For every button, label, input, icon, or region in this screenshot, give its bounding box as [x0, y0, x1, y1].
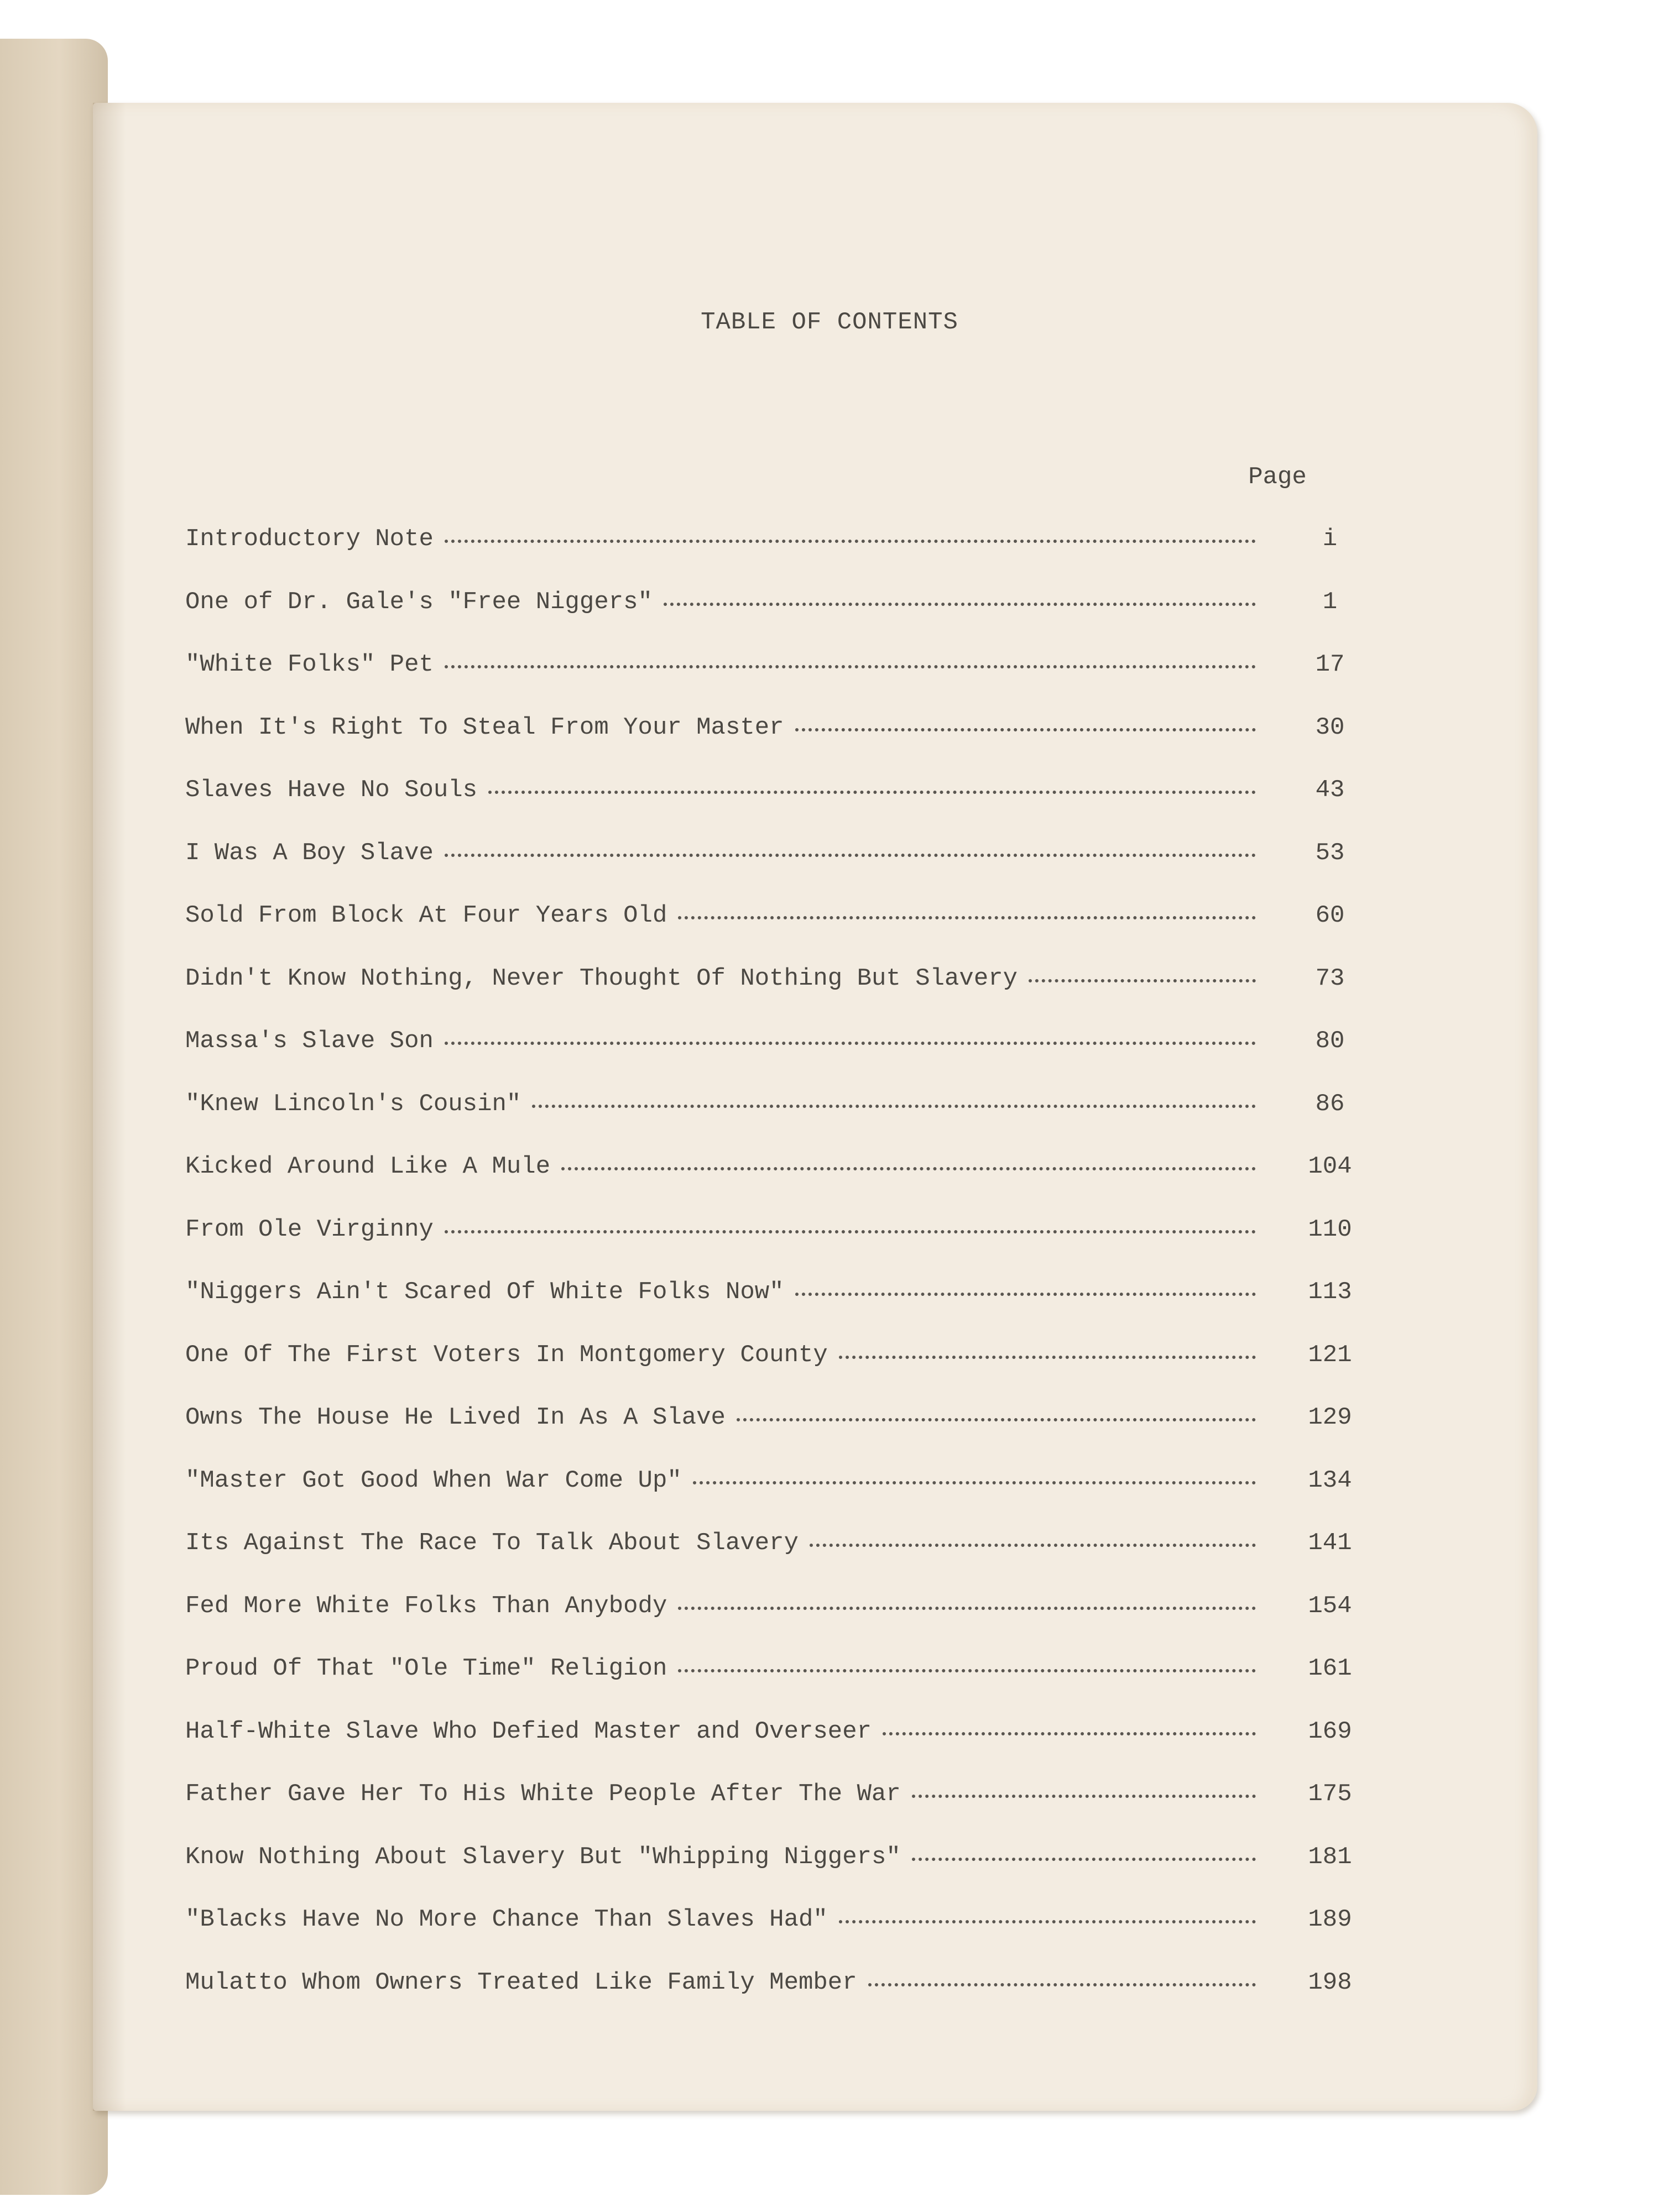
- entry-title: "Knew Lincoln's Cousin": [185, 1090, 521, 1118]
- page-title: TABLE OF CONTENTS: [701, 308, 958, 336]
- entry-title: Introductory Note: [185, 525, 434, 553]
- toc-entry: [185, 1655, 1358, 1718]
- toc-entry: [185, 1027, 1358, 1090]
- toc-entry: [185, 651, 1358, 714]
- dot-leader: [445, 854, 1256, 857]
- dot-leader: [678, 1607, 1256, 1610]
- dot-leader: [839, 1356, 1256, 1359]
- entry-title: Slaves Have No Souls: [185, 776, 478, 804]
- entry-title: Father Gave Her To His White People After The War: [185, 1780, 901, 1808]
- toc-entry: [185, 1467, 1358, 1530]
- toc-entry: [185, 839, 1358, 902]
- toc-entry: [185, 776, 1358, 839]
- page-gutter-shadow: [93, 103, 126, 2111]
- dot-leader: [810, 1544, 1256, 1547]
- toc-entry: [185, 1718, 1358, 1781]
- entry-page-number: 30: [1315, 713, 1345, 741]
- entry-page-number: 53: [1315, 839, 1345, 867]
- dot-leader: [445, 1042, 1256, 1045]
- toc-entry: [185, 588, 1358, 651]
- dot-leader: [737, 1418, 1256, 1421]
- dot-leader: [488, 791, 1256, 794]
- entry-title: Didn't Know Nothing, Never Thought Of Nothing But Slavery: [185, 964, 1018, 992]
- entry-title: Mulatto Whom Owners Treated Like Family Member: [185, 1968, 857, 1996]
- entry-title: One Of The First Voters In Montgomery County: [185, 1341, 828, 1369]
- dot-leader: [664, 603, 1256, 606]
- dot-leader: [795, 728, 1256, 731]
- toc-entry: [185, 1780, 1358, 1843]
- entry-page-number: 154: [1308, 1592, 1352, 1620]
- entry-title: "Niggers Ain't Scared Of White Folks Now": [185, 1278, 784, 1306]
- entry-page-number: 80: [1315, 1027, 1345, 1055]
- entry-page-number: 73: [1315, 964, 1345, 992]
- entry-page-number: 134: [1308, 1466, 1352, 1494]
- dot-leader: [1029, 979, 1256, 982]
- entry-page-number: 104: [1308, 1153, 1352, 1180]
- dot-leader: [912, 1795, 1256, 1798]
- entry-title: From Ole Virginny: [185, 1215, 434, 1243]
- previous-page-edge: [0, 39, 108, 2195]
- entry-page-number: 129: [1308, 1404, 1352, 1431]
- entry-page-number: 1: [1322, 588, 1338, 616]
- toc-entry: [185, 902, 1358, 965]
- entry-title: I Was A Boy Slave: [185, 839, 434, 867]
- table-of-contents: [185, 525, 1358, 2031]
- toc-entry: [185, 1216, 1358, 1279]
- toc-entry: [185, 1529, 1358, 1592]
- toc-entry: [185, 1404, 1358, 1467]
- toc-entry: [185, 714, 1358, 777]
- dot-leader: [693, 1481, 1256, 1484]
- entry-page-number: 161: [1308, 1655, 1352, 1682]
- entry-page-number: 110: [1308, 1215, 1352, 1243]
- entry-page-number: 175: [1308, 1780, 1352, 1808]
- dot-leader: [883, 1732, 1256, 1735]
- dot-leader: [912, 1858, 1256, 1861]
- entry-page-number: 181: [1308, 1843, 1352, 1871]
- entry-title: Owns The House He Lived In As A Slave: [185, 1404, 726, 1431]
- dot-leader: [678, 916, 1256, 919]
- entry-page-number: 113: [1308, 1278, 1352, 1306]
- dot-leader: [532, 1105, 1256, 1108]
- dot-leader: [795, 1293, 1256, 1296]
- toc-entry: [185, 965, 1358, 1028]
- toc-entry: [185, 525, 1358, 588]
- toc-entry: [185, 1090, 1358, 1153]
- dot-leader: [868, 1983, 1256, 1986]
- dot-leader: [839, 1920, 1256, 1923]
- dot-leader: [561, 1167, 1256, 1170]
- entry-page-number: 17: [1315, 651, 1345, 678]
- dot-leader: [678, 1669, 1256, 1672]
- entry-title: When It's Right To Steal From Your Master: [185, 713, 784, 741]
- entry-page-number: 141: [1308, 1529, 1352, 1557]
- entry-title: One of Dr. Gale's "Free Niggers": [185, 588, 653, 616]
- entry-title: Kicked Around Like A Mule: [185, 1153, 551, 1180]
- entry-page-number: 198: [1308, 1968, 1352, 1996]
- entry-title: Massa's Slave Son: [185, 1027, 434, 1055]
- entry-title: Fed More White Folks Than Anybody: [185, 1592, 667, 1620]
- entry-page-number: 189: [1308, 1906, 1352, 1933]
- toc-entry: [185, 1278, 1358, 1341]
- page-column-header: Page: [1248, 463, 1307, 491]
- entry-title: "White Folks" Pet: [185, 651, 434, 678]
- toc-entry: [185, 1906, 1358, 1969]
- entry-title: "Master Got Good When War Come Up": [185, 1466, 682, 1494]
- entry-title: Proud Of That "Ole Time" Religion: [185, 1655, 667, 1682]
- entry-title: Its Against The Race To Talk About Slavery: [185, 1529, 799, 1557]
- dot-leader: [445, 540, 1256, 543]
- toc-entry: [185, 1843, 1358, 1906]
- dot-leader: [445, 665, 1256, 668]
- entry-page-number: i: [1322, 525, 1338, 553]
- entry-page-number: 169: [1308, 1717, 1352, 1745]
- entry-title: Sold From Block At Four Years Old: [185, 902, 667, 929]
- dot-leader: [445, 1230, 1256, 1233]
- entry-page-number: 86: [1315, 1090, 1345, 1118]
- entry-title: Know Nothing About Slavery But "Whipping Niggers": [185, 1843, 901, 1871]
- entry-title: Half-White Slave Who Defied Master and Overseer: [185, 1717, 872, 1745]
- toc-entry: [185, 1153, 1358, 1216]
- entry-page-number: 43: [1315, 776, 1345, 804]
- toc-entry: [185, 1969, 1358, 2032]
- toc-entry: [185, 1592, 1358, 1655]
- entry-page-number: 60: [1315, 902, 1345, 929]
- entry-title: "Blacks Have No More Chance Than Slaves Had": [185, 1906, 828, 1933]
- entry-page-number: 121: [1308, 1341, 1352, 1369]
- toc-entry: [185, 1341, 1358, 1404]
